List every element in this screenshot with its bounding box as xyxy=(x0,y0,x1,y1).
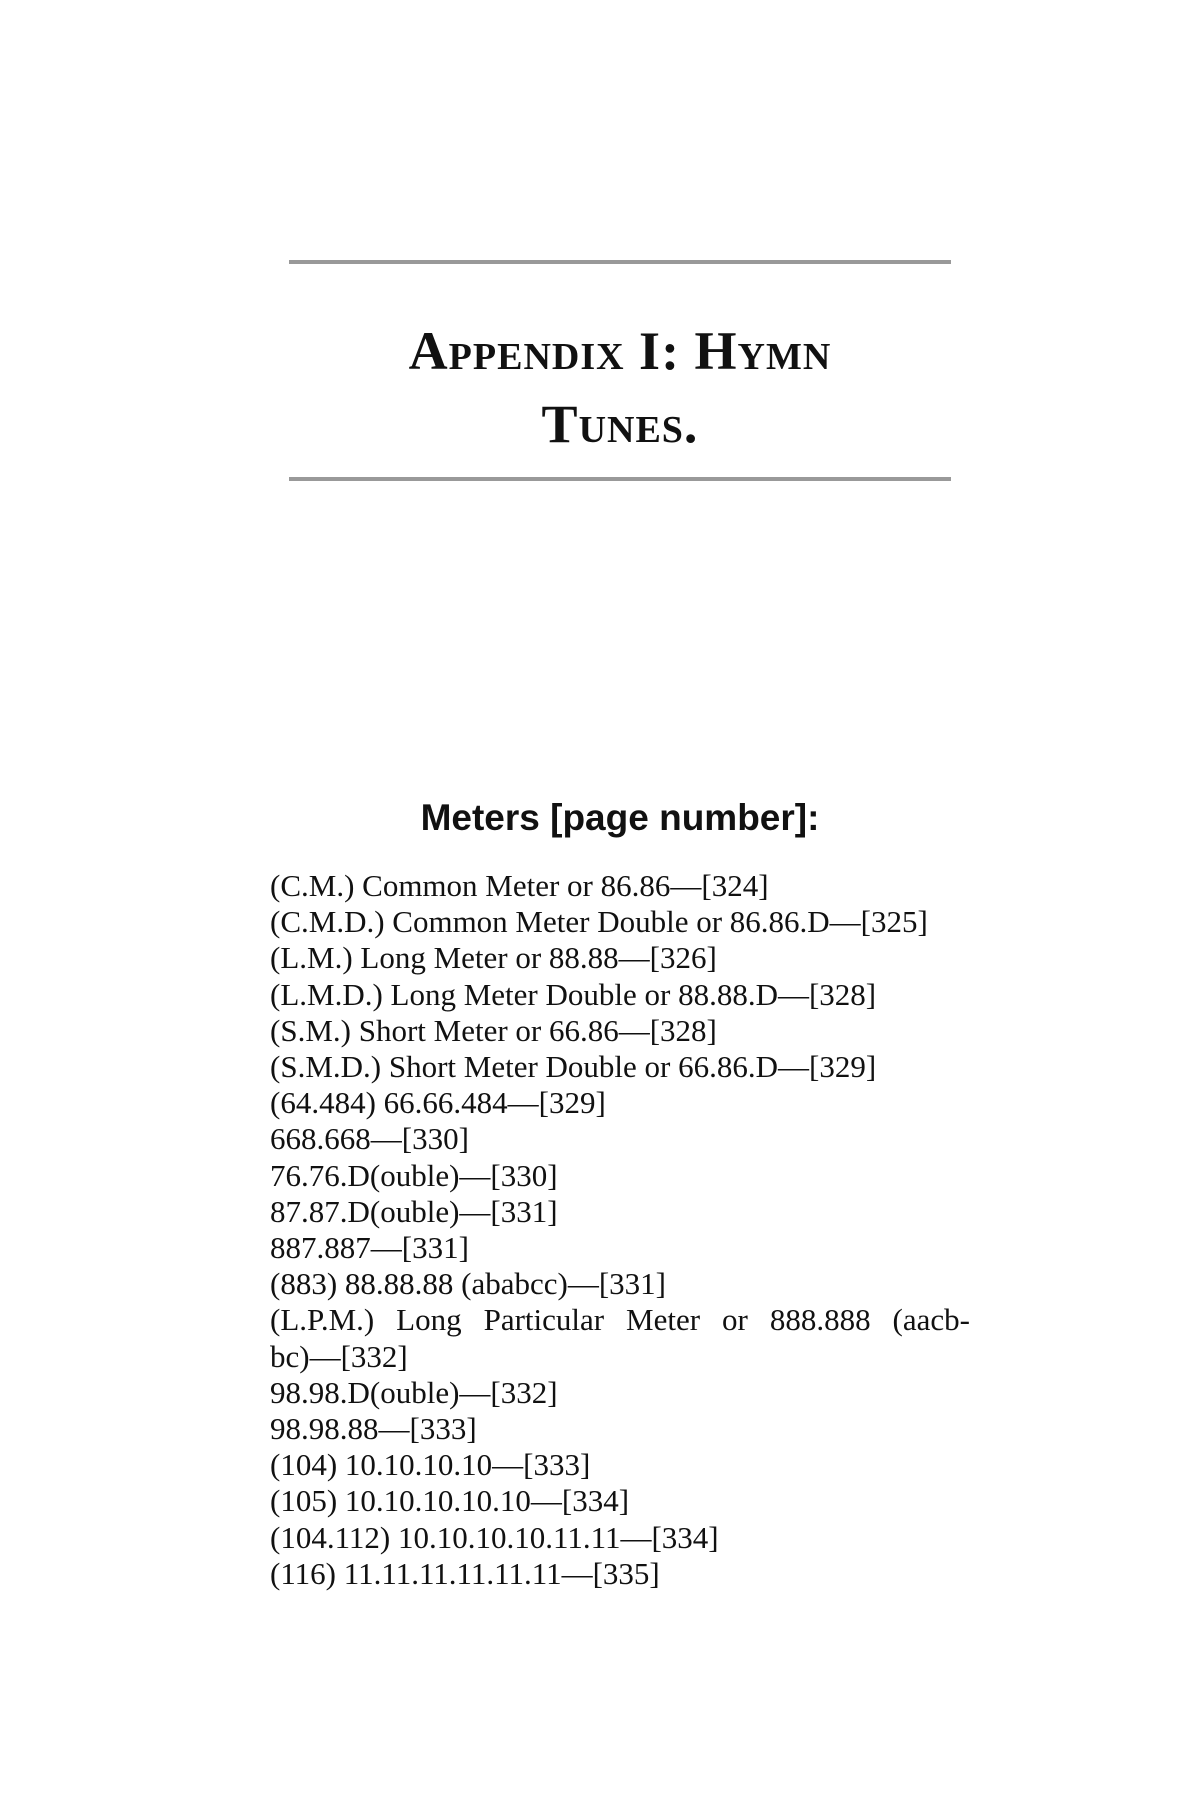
meter-item: 887.887—[331] xyxy=(270,1230,469,1266)
meter-item: (C.M.D.) Common Meter Double or 86.86.D—[325] xyxy=(270,904,928,940)
meter-item: 668.668—[330] xyxy=(270,1121,469,1157)
meter-item: (883) 88.88.88 (ababcc)—[331] xyxy=(270,1266,666,1302)
meter-item: (105) 10.10.10.10.10—[334] xyxy=(270,1483,630,1519)
meter-item: (S.M.) Short Meter or 66.86—[328] xyxy=(270,1012,717,1048)
section-heading: Meters [page number]: xyxy=(420,797,820,838)
meter-list xyxy=(270,868,970,1592)
title-line-1: Appendix I: Hymn xyxy=(408,321,832,381)
meter-item: (S.M.D.) Short Meter Double or 66.86.D—[329] xyxy=(270,1049,877,1085)
meter-item: 98.98.88—[333] xyxy=(270,1411,477,1447)
meter-item: 76.76.D(ouble)—[330] xyxy=(270,1157,558,1193)
title-line-2: Tunes. xyxy=(541,394,699,454)
top-rule xyxy=(289,260,951,264)
bottom-rule xyxy=(289,477,951,481)
chapter-title xyxy=(289,315,951,461)
meter-item: (104) 10.10.10.10—[333] xyxy=(270,1447,591,1483)
meter-item: (116) 11.11.11.11.11.11—[335] xyxy=(270,1555,660,1591)
meter-item: bc)—[332] xyxy=(270,1338,408,1374)
meter-item: 87.87.D(ouble)—[331] xyxy=(270,1193,558,1229)
meter-item: 98.98.D(ouble)—[332] xyxy=(270,1374,558,1410)
meter-item: (L.P.M.) Long Particular Meter or 888.888 (aacb- xyxy=(270,1302,970,1338)
meter-item: (104.112) 10.10.10.10.11.11—[334] xyxy=(270,1519,719,1555)
meter-item: (64.484) 66.66.484—[329] xyxy=(270,1085,606,1121)
meter-item: (C.M.) Common Meter or 86.86—[324] xyxy=(270,868,769,903)
meter-item: (L.M.D.) Long Meter Double or 88.88.D—[328] xyxy=(270,976,877,1012)
meter-item: (L.M.) Long Meter or 88.88—[326] xyxy=(270,940,717,976)
